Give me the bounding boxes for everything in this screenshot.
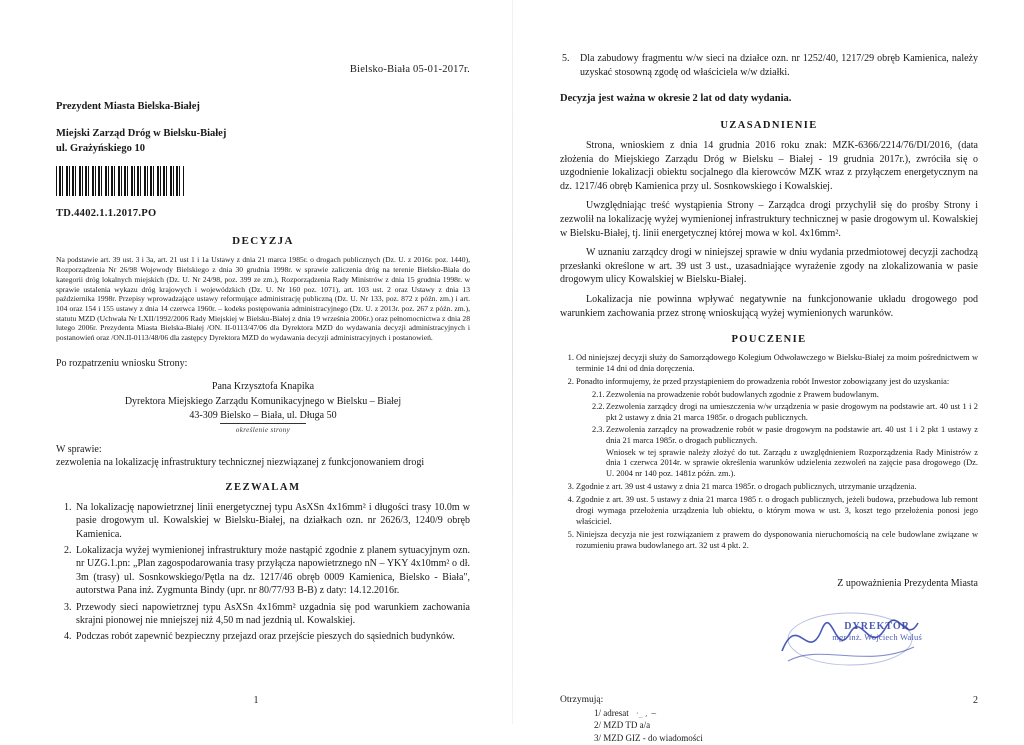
party-line-2: Dyrektora Miejskiego Zarządu Komunikacyjnego w Bielsku – Białej: [124, 395, 402, 407]
permit-conditions-list: [56, 501, 470, 644]
page-number: 1: [253, 695, 259, 706]
party-line-3: 43-309 Bielsko – Biała, ul. Długa 50: [189, 410, 337, 422]
instruction-heading: POUCZENIE: [731, 334, 807, 346]
list-item: [592, 402, 978, 424]
list-item: 2/ MZD TD a/a: [594, 720, 651, 731]
subject-label: W sprawie:: [56, 443, 102, 455]
list-item: 3. Przewody sieci napowietrznej typu AsXSn 4x16mm² uzgadnia się pod warunkiem zachowania skrajni pionowej nie mniejszej niż 4,50 m nad jezdnią ul. Kowalskiej.: [74, 601, 470, 628]
signature-stamp: [832, 621, 922, 642]
barcode: [56, 166, 184, 196]
recipient-line-1: Miejski Zarząd Dróg w Bielsku-Białej: [56, 128, 227, 139]
subject-text: zezwolenia na lokalizację infrastruktury technicznej niezwiązanej z funkcjonowaniem drogi: [56, 456, 425, 468]
list-item: [576, 377, 978, 480]
list-item-text: Dla zabudowy fragmentu w/w sieci na działce ozn. nr 1252/40, 1217/29 obręb Kamienica, należy uzyskać stosowną zgodę od właściciela w/w działki.: [580, 53, 978, 78]
list-item: 5. Niniejsza decyzja nie jest rozwiązaniem z prawem do dysponowania nieruchomością na cele budowlane związane w rozumieniu prawa budowlanego art. 32 ust 4 pkt. 2.: [576, 530, 978, 552]
stamp-subtitle: mgr inż. Wojciech Waluś: [832, 631, 922, 642]
recipients-label: Otrzymują:: [560, 694, 604, 705]
justification-paragraph: Strona, wnioskiem z dnia 14 grudnia 2016 roku znak: MZK-6366/2214/76/DI/2016, (data złożenia do Miejskiego Zarządu Dróg w Bielsku – Białej - 19 grudnia 2017r.), zwróciła się o uzgodnienie lokalizacji obiektu socjalnego dla kierowców MZK wraz z przyłączem energetycznym na dz. 1217/46 obręb Kamienica przy ul. Sosnkowskiego i Kowalskiej.: [560, 140, 978, 192]
page-number: 2: [973, 695, 978, 706]
signature-area: [560, 593, 978, 689]
list-item-text: 1/ adresat: [594, 707, 629, 718]
justification-paragraph: Lokalizacja nie powinna wpływać negatywnie na funkcjonowanie układu drogowego pod warunkiem zachowania przez stronę wnioskującą wyżej wymienionych warunków.: [560, 293, 978, 319]
instruction-list: [560, 353, 978, 552]
date-line: Bielsko-Biała 05-01-2017r.: [349, 64, 470, 75]
justification-heading: UZASADNIENIE: [720, 120, 818, 131]
list-item: 4. Zgodnie z art. 39 ust. 5 ustawy z dnia 21 marca 1985 r. o drogach publicznych, jeżeli budowa, przebudowa lub remont drogi wymaga przełożenia urządzenia lub obiektu, o którym mowa w ust. 3, koszt tego przełożenia ponosi jego właściciel.: [576, 495, 978, 528]
validity-statement: Decyzja jest ważna w okresie 2 lat od daty wydania.: [560, 93, 792, 104]
document-page-2: [512, 0, 1024, 743]
document-page-1: [0, 0, 512, 724]
after-request-line: Po rozpatrzeniu wniosku Strony:: [56, 357, 188, 369]
list-item-text: Zezwolenia zarządcy na prowadzenie robót w pasie drogowym na podstawie art. 40 ust 1 i 2 pkt 1 ustawy z dnia 21 marca 1985r. o drogach publicznych.: [606, 424, 978, 445]
permit-heading: ZEZWALAM: [225, 481, 301, 493]
list-item: [592, 390, 978, 401]
list-item-number: 2.2.: [592, 401, 605, 411]
list-item-text: Zezwolenia na prowadzenie robót budowlanych zgodnie z Prawem budowlanym.: [606, 389, 879, 399]
list-item-text: Wniosek w tej sprawie należy złożyć do tut. Zarządu z uwzględnieniem Rozporządzenia Rady Ministrów z dnia 1 czerwca 2014r. w sprawie określenia warunków udzielenia zezwoleń na zajęcie pasa drogowego (Dz. U. 2004 nr 140 poz. 1481z późn. zm.).: [606, 447, 978, 479]
list-item-text: Ponadto informujemy, że przed przystąpieniem do prowadzenia robót Inwestor zobowiązany jest do uzyskania:: [576, 376, 950, 386]
party-block: [56, 380, 470, 424]
list-item: 4. Podczas robót zapewnić bezpieczny przejazd oraz przejście pieszych do sąsiednich budynków.: [74, 630, 470, 643]
recipients-list: [560, 707, 978, 745]
list-item: [592, 448, 978, 481]
list-item: 2. Lokalizacja wyżej wymienionej infrastruktury może nastąpić zgodnie z planem sytuacyjnym ozn. nr UZG.1.pn: „Plan zagospodarowania trasy przyłącza napowietrznego nN – YKY 4x10mm² o dł. 3m (trasy) ul. Sosnkowskiego/Pętla na dz. 1217/46 obręb 0009 Kamienica, Bielsko - Biała", autorstwa Pana inż. Zygmunta Bindy (upr. nr 80/77/93 B-B) z daty: 14.12.2016r.: [74, 544, 470, 598]
list-item-number: 2.1.: [592, 389, 605, 399]
list-item-number: 2.3.: [592, 424, 605, 434]
recipient-block: [56, 126, 470, 156]
document-number: TD.4402.1.1.2017.PO: [56, 208, 157, 220]
authorization-line: Z upoważnienia Prezydenta Miasta: [837, 577, 978, 589]
list-item: [592, 425, 978, 447]
list-item: 1. Od niniejszej decyzji służy do Samorządowego Kolegium Odwoławczego w Bielsku-Białej za moim pośrednictwem w terminie 14 dni od dnia doręczenia.: [576, 353, 978, 375]
instruction-sublist: [576, 390, 978, 480]
list-item: 3. Zgodnie z art. 39 ust 4 ustawy z dnia 21 marca 1985r. o drogach publicznych, utrzymanie urządzenia.: [576, 482, 978, 493]
list-item: [560, 52, 978, 79]
stamp-title: DYREKTOR: [844, 620, 910, 632]
party-caption: określenie strony: [56, 426, 470, 434]
recipient-line-2: ul. Grażyńskiego 10: [56, 143, 145, 155]
list-item: 3/ MZD GIZ - do wiadomości: [594, 732, 703, 743]
list-item-number: 5.: [562, 53, 570, 64]
justification-paragraph: W uznaniu zarządcy drogi w niniejszej sprawie w dniu wydania przedmiotowej decyzji zachodzą przesłanki określone w art. 39 ust 3 ust., uzasadniające wyrażenie zgody na zlokalizowania w pasie drogowym ulicy Kowalskiej w Bielsku-Białej.: [560, 247, 978, 286]
list-item: [594, 707, 978, 720]
handwritten-annotation: ·_ , ~: [630, 708, 657, 718]
list-item: 1. Na lokalizację napowietrznej linii energetycznej typu AsXSn 4x16mm² i długości trasy 10.0m w pasie drogowym ul. Kowalskiej w Bielsku-Białej, na działkach ozn. nr 2626/3, 1240/9 obręb Kamienica.: [74, 501, 470, 541]
legal-basis-paragraph: Na podstawie art. 39 ust. 3 i 3a, art. 21 ust 1 i 1a Ustawy z dnia 21 marca 1985r. o drogach publicznych (Dz. U. z 2016r. poz. 1440), Rozporządzenia Nr 26/98 Wojewody Bielskiego z dnia 30 grudnia 1998r. w sprawie zaliczenia dróg na terenie Bielsko-Biała do kategorii dróg lokalnych miejskich (Dz. U. Nr 24/98, poz. 399 ze zm.), Rozporządzenia Rady Ministrów z dnia 15 grudnia 1998r. w sprawie ustalenia wykazu dróg krajowych i wojewódzkich (Dz. U. Nr 160 poz. 1071), art. 103 ust. 2 oraz Ustawy z dnia 13 października 1998r. Przepisy wprowadzające ustawy reformujące administrację publiczną (Dz. U. Nr 133, poz. 872 z późn. zm.) i art. 104 oraz 154 i 155 ustawy z dnia 14 czerwca 1960r. – kodeks postępowania administracyjnego (Dz. U. z 2013r. poz. 267 z późn. zm.), statutu MZD (Uchwała Nr LXII/1992/2006 Rady Miejskiej w Bielsku-Białej z dnia 19 września 2006r.) oraz pełnomocnictwa z dnia 28 lutego 2006r. Prezydenta Miasta Bielska-Białej /ON. II-0113/47/06 dla Dyrektora MZD do wydawania decyzji administracyjnych i postanowień oraz /ON.II-0113/48/06 dla zastępcy Dyrektora MZD do wydawania decyzji administracyjnych i postanowień.: [56, 255, 470, 343]
sender-authority: Prezydent Miasta Bielska-Białej: [56, 101, 200, 112]
list-item-text: Zezwolenia zarządcy drogi na umieszczenia w/w urządzenia w pasie drogowym na podstawie art. 40 ust 1 i 2 pkt 2 ustawy z dnia 21 marca 1985r. o drogach publicznych.: [606, 401, 978, 422]
decision-title: DECYZJA: [232, 235, 294, 248]
justification-paragraph: Uwzględniając treść wystąpienia Strony – Zarządca drogi przychylił się do prośby Strony i zezwolił na lokalizację wyżej wymienionej infrastruktury technicznej w pasie drogowym ul. Kowalskiej w Bielsku-Białej, tj. linii energetycznej której mowa w kol. 4x16mm².: [560, 200, 978, 239]
party-line-1: Pana Krzysztofa Knapika: [211, 381, 315, 393]
